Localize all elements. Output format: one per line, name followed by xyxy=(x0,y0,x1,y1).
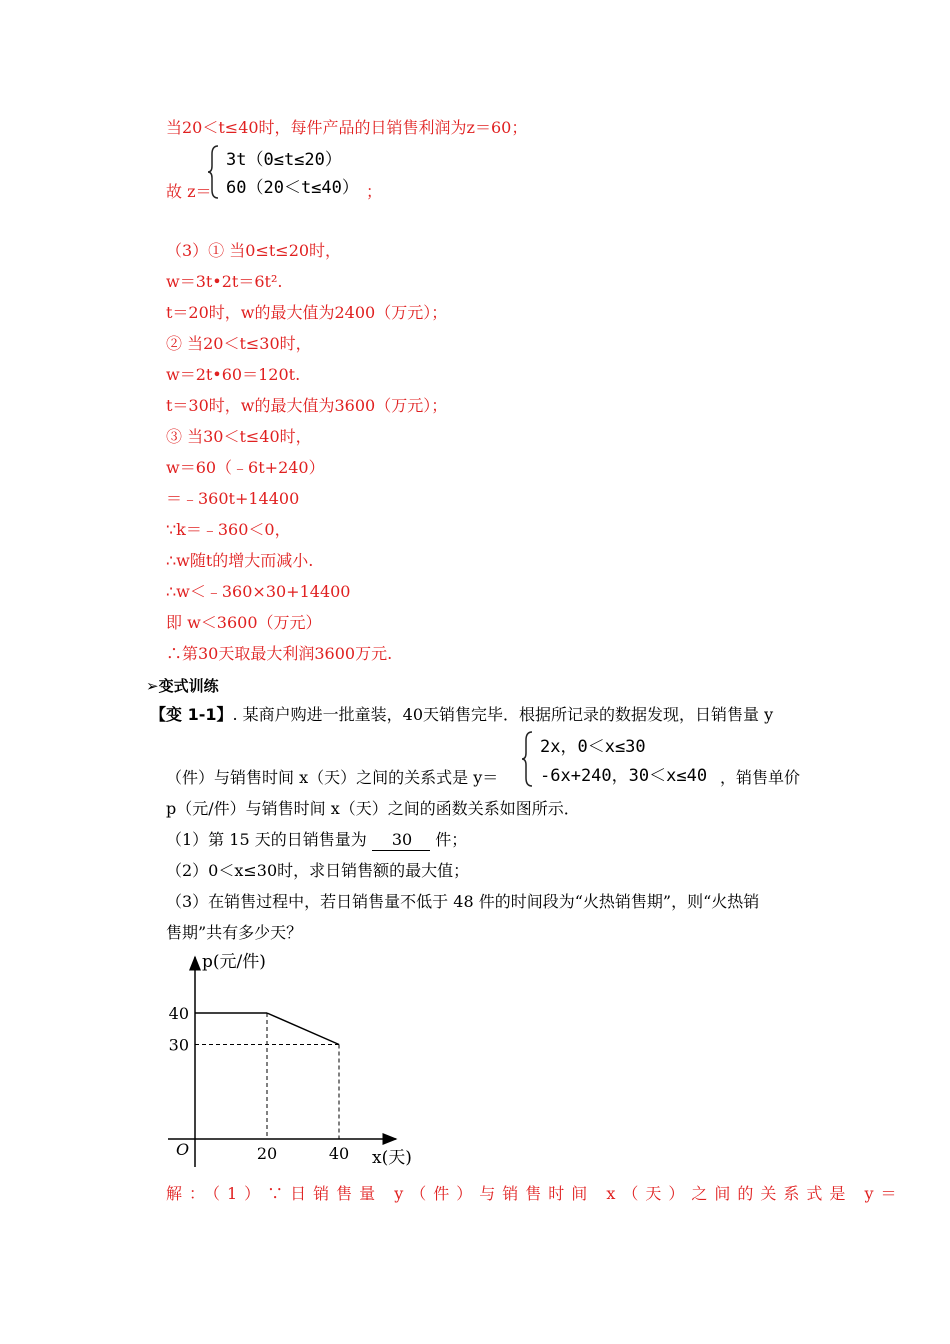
part3-line: ∴w＜﹣360×30+14400 xyxy=(166,582,351,601)
part3-line: w＝60（﹣6t+240） xyxy=(166,458,325,477)
z-case-2: 60（20＜t≤40） xyxy=(226,178,359,198)
z-prefix: 故 z＝ xyxy=(166,182,212,201)
question-1 xyxy=(166,830,467,851)
origin-label: O xyxy=(176,1140,190,1159)
part3-line: ③ 当30＜t≤40时， xyxy=(166,427,312,446)
problem-line-3: p（元/件）与销售时间 x（天）之间的函数关系如图所示． xyxy=(166,799,580,818)
problem-tag: 【变 1-1】 xyxy=(150,705,233,724)
x-tick-label: 40 xyxy=(328,1144,350,1163)
part3-line: t＝20时，w的最大值为2400（万元）； xyxy=(166,303,448,322)
left-brace-icon xyxy=(206,144,222,200)
part3-line: ∵k＝﹣360＜0， xyxy=(166,520,291,539)
q1-answer: 30 xyxy=(372,830,430,851)
part3-line: ＝﹣360t+14400 xyxy=(166,489,300,508)
part3-line: w＝3t•2t＝6t². xyxy=(166,272,283,291)
price-chart xyxy=(160,945,430,1175)
part3-line: ∴w随t的增大而减小. xyxy=(166,551,314,570)
y-case-1: 2x，0＜x≤30 xyxy=(540,737,646,757)
problem-line-2-suffix: ，销售单价 xyxy=(720,768,801,787)
y-tick-label: 40 xyxy=(168,1004,189,1023)
left-brace-icon xyxy=(520,730,536,788)
case2-line: 当20＜t≤40时，每件产品的日销售利润为z＝60； xyxy=(166,118,528,137)
question-3-line-1: （3）在销售过程中，若日销售量不低于 48 件的时间段为“火热销售期”，则“火热销 xyxy=(166,892,760,911)
part3-line: （3）① 当0≤t≤20时， xyxy=(166,241,342,260)
q1-prefix: （1）第 15 天的日销售量为 xyxy=(166,830,367,849)
x-tick-label: 20 xyxy=(256,1144,278,1163)
y-piecewise xyxy=(520,730,740,788)
y-case-2: -6x+240，30＜x≤40 xyxy=(540,766,708,786)
problem-line-1 xyxy=(150,705,773,725)
z-case-1: 3t（0≤t≤20） xyxy=(226,150,342,170)
solution-bottom: 解：（1）∵日销售量 y（件）与销售时间 x（天）之间的关系式是 y＝ xyxy=(166,1184,904,1203)
z-suffix: ； xyxy=(366,182,383,201)
section-heading: ➢变式训练 xyxy=(146,677,219,695)
y-axis-label: p(元/件) xyxy=(202,952,266,972)
problem-intro: . 某商户购进一批童装，40天销售完毕．根据所记录的数据发现，日销售量 y xyxy=(232,705,774,724)
part3-line: ② 当20＜t≤30时， xyxy=(166,334,312,353)
part3-line: 即 w＜3600（万元） xyxy=(166,613,322,632)
x-axis-label: x(天) xyxy=(372,1148,412,1168)
question-3-line-2: 售期”共有多少天？ xyxy=(166,923,303,942)
part3-line: ∴第30天取最大利润3600万元. xyxy=(166,644,393,663)
q1-suffix: 件； xyxy=(435,830,468,849)
y-tick-label: 30 xyxy=(168,1035,189,1055)
series-segment xyxy=(267,1013,339,1045)
part3-line: t＝30时，w的最大值为3600（万元）； xyxy=(166,396,448,415)
part3-line: w＝2t•60＝120t. xyxy=(166,365,301,384)
question-2: （2）0＜x≤30时，求日销售额的最大值； xyxy=(166,861,470,880)
problem-line-2-prefix: （件）与销售时间 x（天）之间的关系式是 y＝ xyxy=(166,768,499,787)
